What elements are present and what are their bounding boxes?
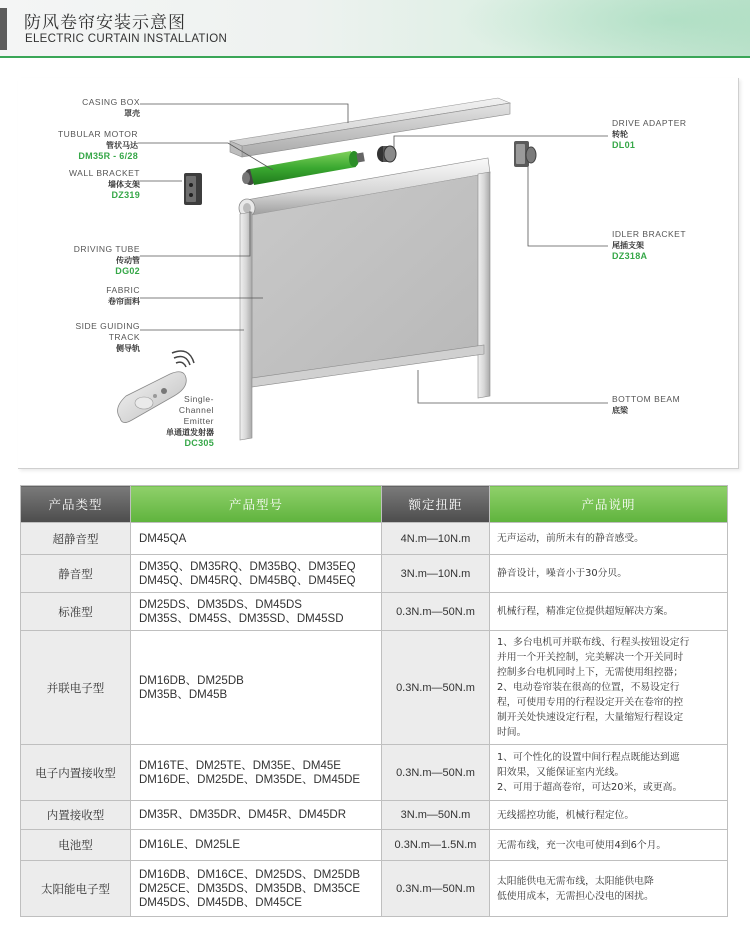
desc-line: 程，可使用专用的行程设定开关在卷帘的控 — [497, 697, 684, 708]
row-desc — [490, 631, 728, 745]
wall-bracket-cn: 墙体支架 — [108, 180, 140, 189]
row-desc — [490, 593, 728, 631]
model-line: DM16DB、DM25DB — [139, 674, 244, 687]
row-desc — [490, 745, 728, 801]
fabric-en: FABRIC — [106, 285, 140, 295]
driving-tube-cn: 传动管 — [116, 256, 140, 265]
row-type: 太阳能电子型 — [21, 861, 131, 917]
row-desc — [490, 523, 728, 555]
label-bottom-beam — [612, 394, 722, 416]
row-type: 标准型 — [21, 593, 131, 631]
row-models — [131, 631, 382, 745]
row-models — [131, 861, 382, 917]
header-divider — [0, 56, 750, 58]
header-decoration — [420, 0, 750, 58]
model-line: DM16DB、DM16CE、DM25DS、DM25DB — [139, 868, 361, 881]
model-line: DM25CE、DM35DS、DM35DB、DM35CE — [139, 882, 361, 895]
spec-table — [20, 485, 728, 917]
header-product-model: 产品型号 — [131, 486, 382, 523]
model-line: DM35R、DM35DR、DM45R、DM45DR — [139, 809, 347, 821]
tubular-motor-cn: 管状马达 — [106, 141, 138, 150]
label-driving-tube — [28, 244, 140, 277]
row-desc — [490, 801, 728, 830]
table-row — [21, 631, 728, 745]
emitter-en2: Channel — [178, 405, 214, 415]
tubular-motor-en: TUBULAR MOTOR — [57, 129, 138, 139]
casing-box-cn: 罩壳 — [124, 109, 140, 118]
row-torque: 3N.m—10N.m — [382, 555, 490, 593]
row-type: 电子内置接收型 — [21, 745, 131, 801]
fabric-cn: 卷帘面料 — [108, 297, 140, 306]
wall-bracket-code: DZ319 — [111, 190, 140, 200]
row-torque: 4N.m—10N.m — [382, 523, 490, 555]
drive-adapter-code: DL01 — [612, 140, 636, 150]
model-line: DM16TE、DM25TE、DM35E、DM45E — [139, 759, 341, 772]
row-torque: 0.3N.m—50N.m — [382, 593, 490, 631]
row-type: 内置接收型 — [21, 801, 131, 830]
drive-adapter-en: DRIVE ADAPTER — [612, 118, 687, 128]
header-rated-torque: 额定扭距 — [382, 486, 490, 523]
model-line: DM45DS、DM45DB、DM45CE — [139, 896, 302, 909]
installation-diagram — [18, 78, 739, 469]
side-track-cn: 侧导轨 — [116, 344, 140, 353]
desc-line: 无声运动，前所未有的静音感受。 — [497, 533, 644, 544]
row-type: 电池型 — [21, 830, 131, 861]
model-line: DM35B、DM45B — [139, 688, 228, 701]
row-models — [131, 523, 382, 555]
drive-adapter-cn: 转轮 — [612, 130, 628, 139]
desc-line: 2、可用于超高卷帘，可达20米，或更高。 — [497, 782, 683, 793]
desc-line: 并用一个开关控制，完美解决一个开关同时 — [497, 652, 684, 663]
right-track-shape — [478, 172, 490, 398]
label-tubular-motor — [28, 129, 138, 162]
emitter-cn: 单通道发射器 — [166, 428, 214, 437]
model-line: DM35Q、DM35RQ、DM35BQ、DM35EQ — [139, 560, 356, 573]
model-line: DM16DE、DM25DE、DM35DE、DM45DE — [139, 773, 361, 786]
row-torque: 3N.m—50N.m — [382, 801, 490, 830]
desc-line: 阳效果，又能保证室内光线。 — [497, 767, 625, 778]
tubular-motor-shape — [242, 151, 365, 185]
idler-bracket-cn: 尾插支架 — [612, 241, 644, 250]
side-track-en1: SIDE GUIDING — [75, 321, 140, 331]
table-row — [21, 861, 728, 917]
row-torque: 0.3N.m—50N.m — [382, 745, 490, 801]
desc-line: 机械行程，精准定位提供超短解决方案。 — [497, 606, 674, 617]
page-title-en: ELECTRIC CURTAIN INSTALLATION — [25, 33, 228, 45]
desc-line: 时间。 — [497, 727, 527, 738]
drive-adapter-shape — [377, 146, 396, 162]
table-row — [21, 801, 728, 830]
emitter-en1: Single- — [184, 394, 214, 404]
emitter-en3: Emitter — [183, 416, 214, 426]
idler-bracket-en: IDLER BRACKET — [612, 229, 687, 239]
table-row — [21, 555, 728, 593]
page-title-cn: 防风卷帘安装示意图 — [24, 13, 186, 33]
row-type: 超静音型 — [21, 523, 131, 555]
label-emitter — [128, 394, 214, 449]
row-torque: 0.3N.m—50N.m — [382, 631, 490, 745]
idler-bracket-code: DZ318A — [612, 251, 648, 261]
label-wall-bracket — [28, 168, 140, 201]
bottom-beam-en: BOTTOM BEAM — [612, 394, 681, 404]
table-row — [21, 745, 728, 801]
row-models — [131, 830, 382, 861]
label-casing-box — [38, 97, 140, 119]
driving-tube-en: DRIVING TUBE — [73, 244, 140, 254]
model-line: DM16LE、DM25LE — [139, 839, 240, 851]
row-models — [131, 593, 382, 631]
model-line: DM45Q、DM45RQ、DM45BQ、DM45EQ — [139, 574, 356, 587]
row-desc — [490, 555, 728, 593]
emitter-code: DC305 — [184, 438, 214, 448]
side-track-en2: TRACK — [108, 332, 140, 342]
row-models — [131, 555, 382, 593]
label-fabric — [28, 285, 140, 307]
bottom-beam-cn: 底梁 — [612, 406, 628, 415]
header-accent-bar — [0, 8, 7, 50]
label-idler-bracket — [612, 229, 722, 262]
table-row — [21, 523, 728, 555]
idler-bracket-shape — [514, 141, 536, 167]
header-product-type: 产品类型 — [21, 486, 131, 523]
casing-box-shape — [230, 98, 510, 157]
model-line: DM25DS、DM35DS、DM45DS — [139, 598, 302, 611]
desc-line: 制开关处快速设定行程，大量缩短行程设定 — [497, 712, 684, 723]
model-line: DM35S、DM45S、DM35SD、DM45SD — [139, 612, 344, 625]
row-models — [131, 801, 382, 830]
row-type: 并联电子型 — [21, 631, 131, 745]
page-header — [0, 0, 750, 58]
desc-line: 2、电动卷帘装在很高的位置，不易设定行 — [497, 682, 680, 693]
table-row — [21, 830, 728, 861]
row-desc — [490, 861, 728, 917]
table-row — [21, 593, 728, 631]
tubular-motor-code: DM35R - 6/28 — [78, 151, 138, 161]
label-drive-adapter — [612, 118, 722, 151]
desc-line: 无线摇控功能，机械行程定位。 — [497, 809, 635, 821]
desc-line: 控制多台电机同时上下，无需使用组控器； — [497, 667, 684, 678]
row-type: 静音型 — [21, 555, 131, 593]
driving-tube-code: DG02 — [115, 266, 140, 276]
row-desc — [490, 830, 728, 861]
desc-line: 无需布线，充一次电可使用4到6个月。 — [497, 839, 667, 851]
label-side-track — [28, 321, 140, 354]
desc-line: 1、可个性化的设置中间行程点既能达到遮 — [497, 752, 680, 763]
header-product-desc: 产品说明 — [490, 486, 728, 523]
wall-bracket-shape — [184, 173, 202, 205]
model-line: DM45QA — [139, 532, 187, 545]
casing-box-en: CASING BOX — [82, 97, 140, 107]
row-torque: 0.3N.m—1.5N.m — [382, 830, 490, 861]
row-models — [131, 745, 382, 801]
desc-line: 1、多台电机可并联布线、行程头按钮设定行 — [497, 637, 690, 648]
wall-bracket-en: WALL BRACKET — [68, 168, 140, 178]
desc-line: 太阳能供电无需布线，太阳能供电降 — [497, 875, 654, 887]
desc-line: 低使用成本，无需担心没电的困扰。 — [497, 890, 654, 902]
row-torque: 0.3N.m—50N.m — [382, 861, 490, 917]
table-header-row — [21, 486, 728, 523]
desc-line: 静音设计，噪音小于30分贝。 — [497, 568, 628, 579]
